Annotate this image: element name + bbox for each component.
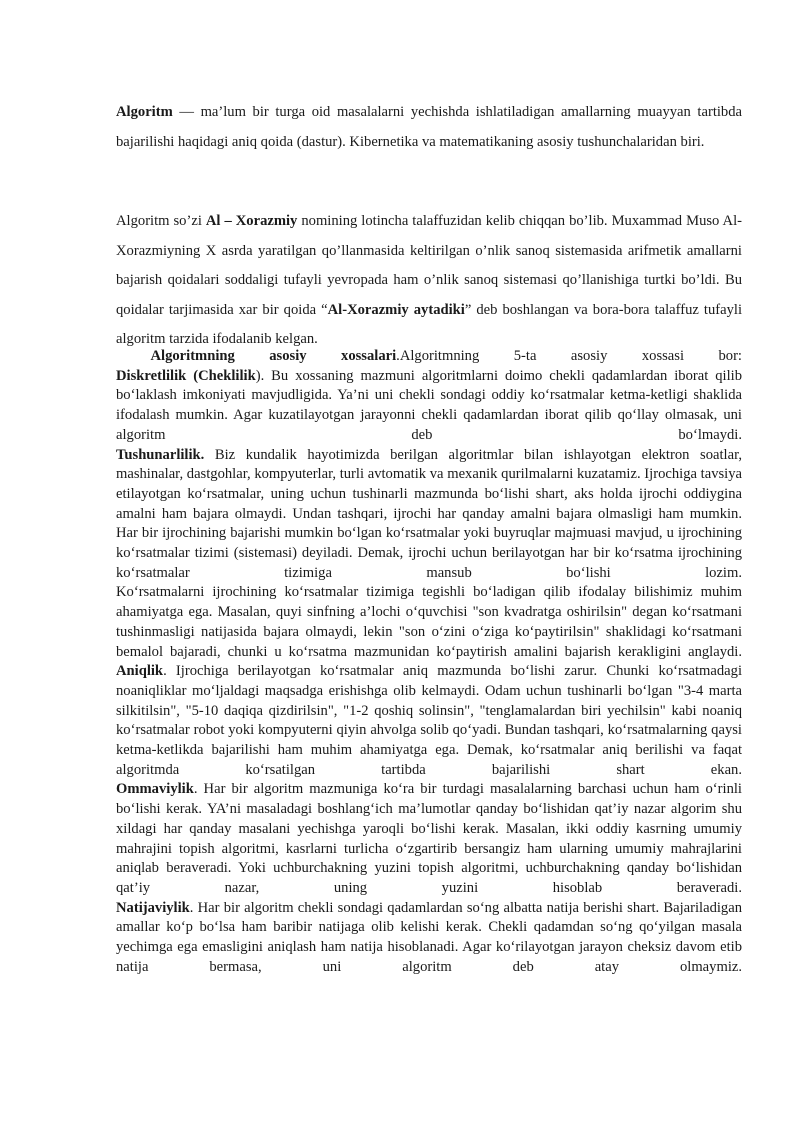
term-aniqlik: Aniqlik [116,663,164,680]
aniqlik-paragraph [116,662,742,780]
properties-heading: Algoritmning asosiy xossalari [150,348,397,364]
quote-al-xorazmiy: Al-Xorazmiy aytadiki [327,301,465,318]
ommaviylik-paragraph [116,780,742,898]
tushunarlilik-paragraph-3: Ko‘rsatmalarni ijrochining ko‘rsatmalar tizimiga tegishli bo‘ladigan qilib ifodalay bilishimiz muhim ahamiyatga ega. Masalan, quyi sinfning a’lochi o‘quvchisi "son kvadratga oshirilsin" degan ko‘rsatmani tushinmasligi natijasida bajara olmaydi, lekin "son o‘zini o‘ziga ko‘paytirilsin" shaklidagi ko‘rsatmani bemalol bajaradi, chunki u ko‘rsatma mazmunidan ko‘paytirish amalini bajarish kerakligini anglaydi. [116,584,742,660]
tushunarlilik-paragraph [116,446,742,525]
tushunarlilik-text: Biz kundalik hayotimizda berilgan algoritmlar bilan ishlayotgan elektron soatlar, mashinalar, dastgohlar, kompyuterlar, turli avtomatik va mexanik qurilmalarni kuzatamiz. Ijrochiga tavsiya etilayotgan ko‘rsatmalar, uning uchun tushinarli mazmunda bo‘lishi shart, aks holda ijrochi oddiygina amalni ham bajara olmaydi. Undan tashqari, ijrochi har qanday amalni bajara olmasligi ham mumkin. [116,446,742,522]
term-ommaviylik: Ommaviylik [116,781,194,798]
term-algoritm: Algoritm [116,104,173,120]
name-al-xorazmiy: Al – Xorazmiy [205,213,298,229]
intro-text: ma’lum bir turga oid masalalarni yechishda ishlatiladigan amallarning muayyan tartibda bajarilishi haqidagi aniq qoida (dastur). Kibernetika va matematikaning asosiy tushunchalaridan biri. [116,104,742,150]
term-natijaviylik: Natijaviylik [116,899,190,916]
properties-heading-line [116,347,742,367]
history-text-1: Algoritm so’zi [116,213,206,229]
natijaviylik-paragraph [116,899,742,978]
tushunarlilik-paragraph-2: Har bir ijrochining bajarishi mumkin bo‘lgan ko‘rsatmalar yoki buyruqlar majmuasi mavjud, u ijrochining ko‘rsatmalar tizimi (sistemasi) deyiladi. Demak, ijrochi uchun berilayotgan har bir ko‘rsatma ijrochining ko‘rsatmalar tizimiga mansub bo‘lishi lozim. [116,525,742,581]
aniqlik-text: . Ijrochiga berilayotgan ko‘rsatmalar aniq mazmunda bo‘lishi zarur. Chunki ko‘rsatmadagi noaniqliklar mo‘ljaldagi maqsadga erishishga olib kelmaydi. Odam uchun tushinarli bo‘lgan "3-4 marta silkitilsin", "5-10 daqiqa qizdirilsin", "1-2 qoshiq solinsin", "tenglamalardan biri yechilsin" kabi noaniq ko‘rsatmalar robot yoki kompyuterni qiyin ahvolga solib qo‘yadi. Bundan tashqari, ko‘rsatmalarning qaysi ketma-ketlikda bajarilishi ham muhim ahamiyatga ega. Demak, ko‘rsatmalar aniq berilishi va faqat algoritmda ko‘rsatilgan tartibda bajarilishi shart ekan. [116,663,742,778]
intro-dash: — [172,104,201,120]
intro-paragraph [116,98,742,157]
history-text-3: ” deb boshlangan va bora-bora talaffuz tufayli algoritm tarzida ifodalanib kelgan. [116,301,743,348]
properties-heading-tail: .Algoritmning 5-ta asosiy xossasi bor: [396,348,742,364]
history-text-2: nomining lotincha talaffuzidan kelib chiqqan bo’lib. Muxammad Muso Al-Xorazmiyning X asrda yaratilgan qo’llanmasida keltirilgan o’nlik sanoq sistemasida arifmetik amallarni bajarish qoidalari soddaligi tufayli yevropada ham o’nlik sanoq sistemasi qo’llanishiga turtki bo’ldi. Bu qoidalar tarjimasida xar bir qoida “ [116,213,742,318]
natijaviylik-text: . Har bir algoritm chekli sondagi qadamlardan so‘ng albatta natija berishi shart. Bajariladigan amallar ko‘p bo‘lsa ham baribir natijaga olib kelishi kerak. Chekli qadamdan so‘ng qo‘yilgan masala yechimga ega emasligini aniqlash ham natija hisoblanadi. Agar ko‘rilayotgan jarayon cheksiz davom etib natija bermasa, uni algoritm deb atay olmaymiz. [116,899,742,975]
diskretlilik-text: ). Bu xossaning mazmuni algoritmlarni doimo chekli qadamlardan iborat qilib bo‘laklash imkoniyati mavjudligida. Ya’ni uni chekli sondagi oddiy ko‘rsatmalar ketma-ketligi shaklida ifodalash mumkin. Agar kuzatilayotgan jarayonni chekli qadamlardan iborat qilib qo‘llay olmasak, uni algoritm deb bo‘lmaydi. [116,367,742,443]
history-paragraph [116,207,742,355]
diskretlilik-paragraph [116,367,742,446]
term-diskretlilik: Diskretlilik (Cheklilik [116,367,256,384]
term-tushunarlilik: Tushunarlilik. [116,446,205,463]
properties-section [116,347,742,978]
ommaviylik-text: . Har bir algoritm mazmuniga ko‘ra bir turdagi masalalarning barchasi uchun ham o‘rinli bo‘lishi kerak. YA’ni masaladagi boshlang‘ich ma’lumotlar qanday bo‘lishidan qat’iy nazar algorim shu xildagi har qanday masalani yechishga yaroqli bo‘lishi kerak. Masalan, ikki oddiy kasrning umumiy mahrajini topish algoritmi, kasrlarni turlicha o‘zgartirib bersangiz ham ularning umumiy mahrajlarini aniqlab beraveradi. Yoki uchburchakning yuzini topish algoritmi, uchburchakning qanday bo‘lishidan qat’iy nazar, uning yuzini hisoblab beraveradi. [116,781,742,896]
